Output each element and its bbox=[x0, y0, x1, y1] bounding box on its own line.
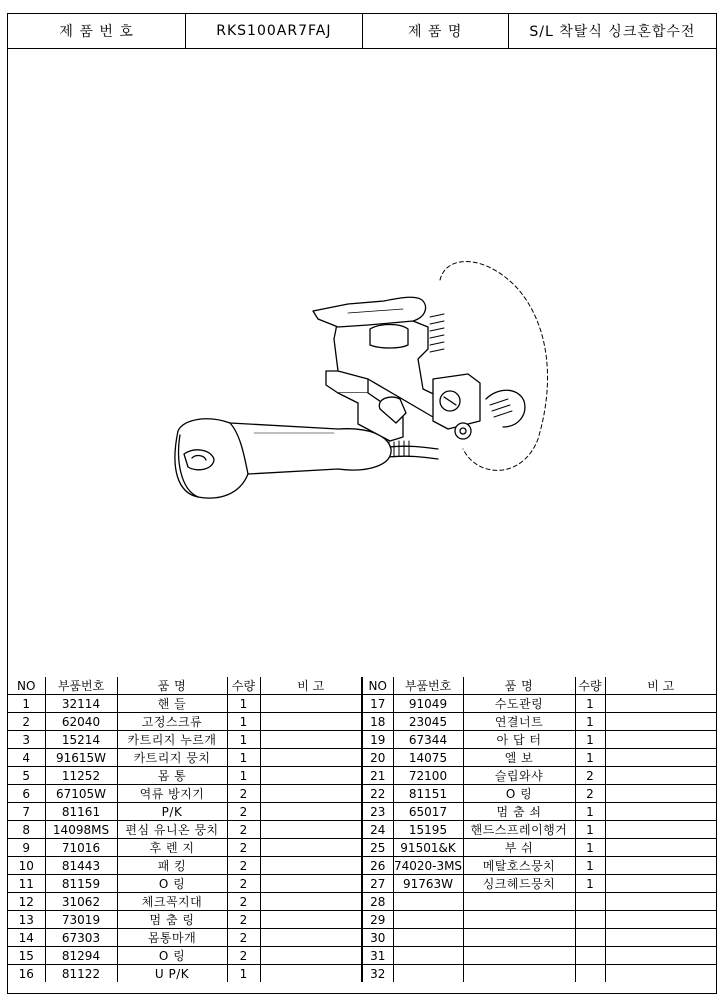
part-no-cell: 15195 bbox=[393, 821, 463, 839]
name-cell: 몸 통 bbox=[117, 767, 227, 785]
no-cell: 12 bbox=[8, 893, 45, 911]
no-cell: 15 bbox=[8, 947, 45, 965]
no-cell: 3 bbox=[8, 731, 45, 749]
no-cell: 16 bbox=[8, 965, 45, 983]
table-row bbox=[8, 731, 716, 749]
col-no: NO bbox=[8, 677, 45, 695]
part-no-cell bbox=[393, 929, 463, 947]
faucet-drawing bbox=[8, 49, 716, 677]
note-cell bbox=[605, 965, 716, 983]
table-row bbox=[8, 929, 716, 947]
note-cell bbox=[260, 731, 362, 749]
part-no-cell: 71016 bbox=[45, 839, 117, 857]
part-no-cell: 81443 bbox=[45, 857, 117, 875]
note-cell bbox=[260, 803, 362, 821]
col-name: 품 명 bbox=[117, 677, 227, 695]
qty-cell: 1 bbox=[227, 695, 260, 713]
qty-cell: 2 bbox=[227, 929, 260, 947]
part-no-cell: 62040 bbox=[45, 713, 117, 731]
part-no-cell: 15214 bbox=[45, 731, 117, 749]
no-cell: 25 bbox=[362, 839, 393, 857]
qty-cell: 2 bbox=[227, 803, 260, 821]
note-cell bbox=[260, 947, 362, 965]
no-cell: 23 bbox=[362, 803, 393, 821]
qty-cell: 1 bbox=[575, 803, 605, 821]
no-cell: 21 bbox=[362, 767, 393, 785]
name-cell: 연결너트 bbox=[463, 713, 575, 731]
name-cell bbox=[463, 947, 575, 965]
name-cell: 멈 춤 쇠 bbox=[463, 803, 575, 821]
part-no-cell: 91049 bbox=[393, 695, 463, 713]
note-cell bbox=[260, 749, 362, 767]
part-no-cell: 81161 bbox=[45, 803, 117, 821]
table-row bbox=[8, 893, 716, 911]
qty-cell: 2 bbox=[227, 857, 260, 875]
qty-cell bbox=[575, 965, 605, 983]
name-cell: 역류 방지기 bbox=[117, 785, 227, 803]
name-cell: 메탈호스뭉치 bbox=[463, 857, 575, 875]
no-cell: 30 bbox=[362, 929, 393, 947]
qty-cell: 1 bbox=[575, 713, 605, 731]
qty-cell: 1 bbox=[227, 965, 260, 983]
part-no-cell: 23045 bbox=[393, 713, 463, 731]
no-cell: 6 bbox=[8, 785, 45, 803]
name-cell: O 링 bbox=[463, 785, 575, 803]
note-cell bbox=[605, 893, 716, 911]
no-cell: 13 bbox=[8, 911, 45, 929]
no-cell: 28 bbox=[362, 893, 393, 911]
table-row bbox=[8, 821, 716, 839]
table-row bbox=[8, 839, 716, 857]
no-cell: 26 bbox=[362, 857, 393, 875]
qty-cell: 1 bbox=[227, 749, 260, 767]
qty-cell: 1 bbox=[575, 695, 605, 713]
note-cell bbox=[260, 893, 362, 911]
name-cell: 멈 춤 링 bbox=[117, 911, 227, 929]
part-no-cell: 31062 bbox=[45, 893, 117, 911]
name-cell: U P/K bbox=[117, 965, 227, 983]
no-cell: 17 bbox=[362, 695, 393, 713]
part-no-cell: 81294 bbox=[45, 947, 117, 965]
table-row bbox=[8, 695, 716, 713]
no-cell: 9 bbox=[8, 839, 45, 857]
name-cell: 편심 유니온 뭉치 bbox=[117, 821, 227, 839]
name-cell: 싱크헤드뭉치 bbox=[463, 875, 575, 893]
note-cell bbox=[260, 875, 362, 893]
note-cell bbox=[605, 911, 716, 929]
no-cell: 20 bbox=[362, 749, 393, 767]
note-cell bbox=[605, 713, 716, 731]
part-no-cell bbox=[393, 911, 463, 929]
note-cell bbox=[605, 839, 716, 857]
part-no-cell: 72100 bbox=[393, 767, 463, 785]
qty-cell: 2 bbox=[575, 785, 605, 803]
qty-cell: 2 bbox=[227, 947, 260, 965]
table-row bbox=[8, 785, 716, 803]
qty-cell: 2 bbox=[227, 911, 260, 929]
name-cell: 카트리지 누르개 bbox=[117, 731, 227, 749]
note-cell bbox=[605, 731, 716, 749]
part-no-cell: 91501&K bbox=[393, 839, 463, 857]
note-cell bbox=[605, 875, 716, 893]
note-cell bbox=[605, 857, 716, 875]
note-cell bbox=[260, 821, 362, 839]
part-no-cell: 81159 bbox=[45, 875, 117, 893]
table-row bbox=[8, 713, 716, 731]
no-cell: 1 bbox=[8, 695, 45, 713]
part-no-cell: 14075 bbox=[393, 749, 463, 767]
product-no-value: RKS100AR7FAJ bbox=[186, 14, 362, 48]
part-no-cell: 91615W bbox=[45, 749, 117, 767]
qty-cell: 1 bbox=[227, 713, 260, 731]
product-name-label: 제 품 명 bbox=[363, 14, 509, 48]
name-cell: 체크꼭지대 bbox=[117, 893, 227, 911]
parts-table bbox=[8, 677, 716, 982]
note-cell bbox=[260, 929, 362, 947]
table-row bbox=[8, 947, 716, 965]
table-row bbox=[8, 767, 716, 785]
product-no-label: 제 품 번 호 bbox=[8, 14, 186, 48]
note-cell bbox=[260, 839, 362, 857]
qty-cell bbox=[575, 929, 605, 947]
note-cell bbox=[260, 965, 362, 983]
col-qty: 수량 bbox=[575, 677, 605, 695]
part-no-cell: 14098MS bbox=[45, 821, 117, 839]
table-row bbox=[8, 749, 716, 767]
name-cell: O 링 bbox=[117, 947, 227, 965]
name-cell: 부 쉬 bbox=[463, 839, 575, 857]
part-no-cell: 91763W bbox=[393, 875, 463, 893]
part-no-cell: 67303 bbox=[45, 929, 117, 947]
name-cell: 후 렌 지 bbox=[117, 839, 227, 857]
name-cell: 핸드스프레이행거 bbox=[463, 821, 575, 839]
table-row bbox=[8, 965, 716, 983]
col-name: 품 명 bbox=[463, 677, 575, 695]
no-cell: 24 bbox=[362, 821, 393, 839]
col-no: NO bbox=[362, 677, 393, 695]
no-cell: 29 bbox=[362, 911, 393, 929]
no-cell: 8 bbox=[8, 821, 45, 839]
qty-cell: 1 bbox=[575, 821, 605, 839]
faucet-illustration bbox=[8, 49, 716, 677]
part-no-cell: 65017 bbox=[393, 803, 463, 821]
product-name-value: S/L 착탈식 싱크혼합수전 bbox=[529, 24, 696, 40]
no-cell: 31 bbox=[362, 947, 393, 965]
name-cell: P/K bbox=[117, 803, 227, 821]
name-cell: 아 답 터 bbox=[463, 731, 575, 749]
spec-sheet bbox=[7, 13, 717, 994]
name-cell: 고정스크류 bbox=[117, 713, 227, 731]
part-no-cell: 11252 bbox=[45, 767, 117, 785]
table-row bbox=[8, 875, 716, 893]
part-no-cell: 81151 bbox=[393, 785, 463, 803]
name-cell: O 링 bbox=[117, 875, 227, 893]
no-cell: 7 bbox=[8, 803, 45, 821]
note-cell bbox=[605, 803, 716, 821]
qty-cell: 2 bbox=[227, 785, 260, 803]
note-cell bbox=[605, 947, 716, 965]
name-cell: 엘 보 bbox=[463, 749, 575, 767]
note-cell bbox=[605, 821, 716, 839]
qty-cell: 1 bbox=[575, 875, 605, 893]
no-cell: 27 bbox=[362, 875, 393, 893]
qty-cell bbox=[575, 911, 605, 929]
qty-cell: 1 bbox=[575, 857, 605, 875]
part-no-cell bbox=[393, 965, 463, 983]
no-cell: 18 bbox=[362, 713, 393, 731]
part-no-cell bbox=[393, 893, 463, 911]
name-cell: 패 킹 bbox=[117, 857, 227, 875]
col-part-no: 부품번호 bbox=[393, 677, 463, 695]
no-cell: 19 bbox=[362, 731, 393, 749]
name-cell bbox=[463, 893, 575, 911]
name-cell bbox=[463, 965, 575, 983]
note-cell bbox=[605, 767, 716, 785]
qty-cell: 1 bbox=[227, 767, 260, 785]
name-cell: 슬립와샤 bbox=[463, 767, 575, 785]
qty-cell: 1 bbox=[575, 839, 605, 857]
note-cell bbox=[605, 785, 716, 803]
name-cell bbox=[463, 929, 575, 947]
note-cell bbox=[260, 785, 362, 803]
parts-header-row bbox=[8, 677, 716, 695]
qty-cell: 2 bbox=[575, 767, 605, 785]
note-cell bbox=[605, 695, 716, 713]
note-cell bbox=[260, 857, 362, 875]
table-row bbox=[8, 911, 716, 929]
part-no-cell: 73019 bbox=[45, 911, 117, 929]
qty-cell: 2 bbox=[227, 821, 260, 839]
qty-cell: 2 bbox=[227, 875, 260, 893]
no-cell: 32 bbox=[362, 965, 393, 983]
col-note: 비 고 bbox=[605, 677, 716, 695]
qty-cell: 2 bbox=[227, 839, 260, 857]
no-cell: 11 bbox=[8, 875, 45, 893]
part-no-cell: 32114 bbox=[45, 695, 117, 713]
note-cell bbox=[260, 911, 362, 929]
qty-cell: 2 bbox=[227, 893, 260, 911]
qty-cell: 1 bbox=[227, 731, 260, 749]
part-no-cell bbox=[393, 947, 463, 965]
name-cell: 핸 들 bbox=[117, 695, 227, 713]
qty-cell: 1 bbox=[575, 731, 605, 749]
no-cell: 4 bbox=[8, 749, 45, 767]
note-cell bbox=[605, 749, 716, 767]
table-row bbox=[8, 803, 716, 821]
qty-cell: 1 bbox=[575, 749, 605, 767]
qty-cell bbox=[575, 947, 605, 965]
qty-cell bbox=[575, 893, 605, 911]
note-cell bbox=[260, 713, 362, 731]
part-no-cell: 81122 bbox=[45, 965, 117, 983]
col-note: 비 고 bbox=[260, 677, 362, 695]
note-cell bbox=[605, 929, 716, 947]
no-cell: 10 bbox=[8, 857, 45, 875]
name-cell bbox=[463, 911, 575, 929]
no-cell: 2 bbox=[8, 713, 45, 731]
no-cell: 14 bbox=[8, 929, 45, 947]
no-cell: 5 bbox=[8, 767, 45, 785]
name-cell: 수도관링 bbox=[463, 695, 575, 713]
col-qty: 수량 bbox=[227, 677, 260, 695]
table-row bbox=[8, 857, 716, 875]
no-cell: 22 bbox=[362, 785, 393, 803]
name-cell: 몸통마개 bbox=[117, 929, 227, 947]
note-cell bbox=[260, 767, 362, 785]
note-cell bbox=[260, 695, 362, 713]
header-row bbox=[8, 14, 716, 49]
col-part-no: 부품번호 bbox=[45, 677, 117, 695]
part-no-cell: 67344 bbox=[393, 731, 463, 749]
part-no-cell: 67105W bbox=[45, 785, 117, 803]
part-no-cell: 74020-3MS bbox=[393, 858, 463, 873]
name-cell: 카트리지 뭉치 bbox=[117, 749, 227, 767]
